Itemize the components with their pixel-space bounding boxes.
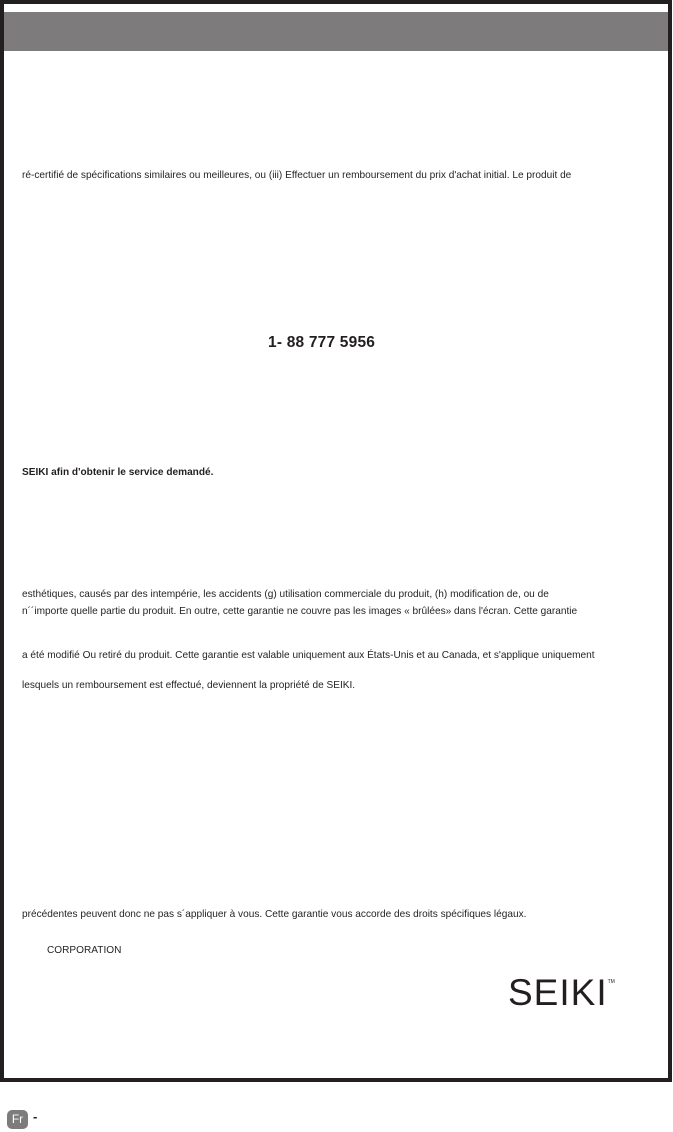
phone-number: 1- 88 777 5956 <box>268 334 376 351</box>
seiki-logo <box>508 974 615 1011</box>
language-badge: Fr <box>7 1110 28 1129</box>
corporation-label: CORPORATION <box>47 945 122 956</box>
text-line-5: a été modifié Ou retiré du produit. Cette garantie est valable uniquement aux États-Unis et au Canada, et s'applique uniquement <box>22 650 595 661</box>
page-marker: - <box>33 1109 38 1124</box>
text-line-4: n´´importe quelle partie du produit. En outre, cette garantie ne couvre pas les images « brûlées» dans l'écran. Cette garantie <box>22 606 578 617</box>
header-bar <box>4 12 668 51</box>
text-line-3: esthétiques, causés par des intempérie, les accidents (g) utilisation commerciale du produit, (h) modification de, ou de <box>22 589 549 600</box>
text-line-6: lesquels un remboursement est effectué, deviennent la propriété de SEIKI. <box>22 680 356 691</box>
text-line-1: ré-certifié de spécifications similaires ou meilleures, ou (iii) Effectuer un remboursement du prix d'achat initial. Le produit de <box>22 170 572 181</box>
text-line-2: SEIKI afin d'obtenir le service demandé. <box>22 467 214 478</box>
text-line-7: précédentes peuvent donc ne pas s´appliquer à vous. Cette garantie vous accorde des droits spécifiques légaux. <box>22 909 527 920</box>
logo-text: SEIKI <box>508 972 608 1013</box>
trademark-mark: TM <box>607 979 615 985</box>
